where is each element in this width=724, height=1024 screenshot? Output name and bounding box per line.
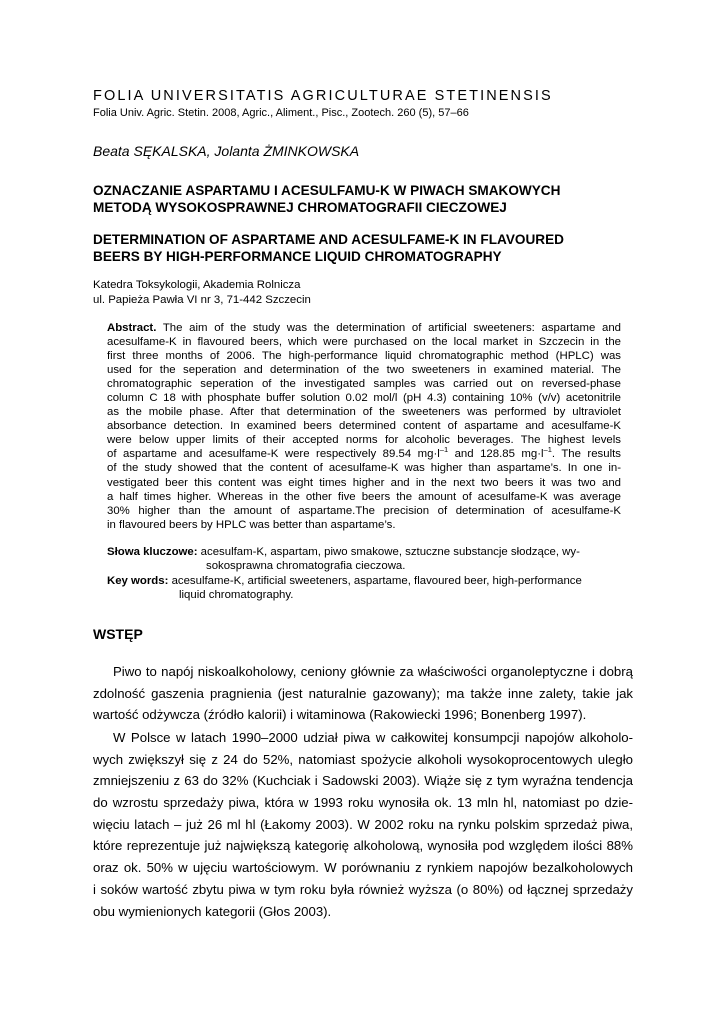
abstract-line [107,321,621,335]
title-polish-line: OZNACZANIE ASPARTAMU I ACESULFAMU-K W PIWACH SMAKOWYCH [93,183,561,198]
paragraph-line: do wzrostu sprzedaży piwa, która w 1993 roku wynosiła ok. 13 mln hl, natomiast po dzie- [93,795,633,811]
abstract-line: chromatographic seperation of the investigated samples was carried out on reversed-phase [107,378,621,391]
paragraph-line: więciu latach – już 26 ml hl (Łakomy 2003). W 2002 roku na rynku polskim sprzedaż piwa, [93,816,633,832]
abstract-label: Abstract. [107,322,157,334]
abstract-line: a half times higher. Whereas in the other five beers the amount of acesulfame-K was average [107,490,621,503]
journal-citation: Folia Univ. Agric. Stetin. 2008, Agric., Aliment., Pisc., Zootech. 260 (5), 57–66 [93,107,469,119]
abstract-text: of aspartame and acesulfame-K were respectively 89.54 mg·l [107,448,440,461]
abstract [107,321,621,532]
title-polish [93,182,633,216]
abstract-line: acesulfame-K in flavoured beers, which were purchased on the local market in Szczecin in the [107,336,621,349]
abstract-line: absorbance detection. In examined beers determined content of aspartame and acesulfame-K [107,420,621,433]
abstract-line: vestigated beer this content was eight times higher and in the next two beers it was two and [107,476,621,489]
paragraph [93,727,633,922]
keywords-row [107,545,621,559]
abstract-line: were below upper limits of their accepted norms for alcoholic beverages. The highest levels [107,434,621,447]
paragraph-line: wartość odżywcza (źródło kalorii) i witaminowa (Rakowiecki 1996; Bonenberg 1997). [93,707,587,723]
affiliation-line: Katedra Toksykologii, Akademia Rolnicza [93,279,301,291]
superscript: –1 [543,445,552,455]
paragraph-line: W Polsce w latach 1990–2000 udział piwa w całkowitej konsumpcji napojów alkoholo- [113,730,633,745]
abstract-text: The aim of the study was the determination of artificial sweeteners: aspartame and [156,322,621,334]
abstract-line: first three months of 2006. The high-performance liquid chromatographic method (HPLC) was [107,350,621,363]
keywords-text: acesulfam-K, aspartam, piwo smakowe, sztuczne substancje słodzące, wy- [197,546,580,558]
superscript: –1 [439,445,449,455]
keywords-polish [107,545,621,573]
abstract-line: 30% higher than the amount of aspartame.The precision of determination of acesulfame-K [107,504,621,517]
abstract-line: column C 18 with phosphate buffer solution 0.02 mol/l (pH 4.3) containing 10% (v/v) acetonitrile [107,392,621,405]
title-polish-line: METODĄ WYSOKOSPRAWNEJ CHROMATOGRAFII CIECZOWEJ [93,200,507,215]
paragraph-line: które reprezentuje już największą kategorię alkoholową, wynosiła pod względem ilości 88% [93,838,633,854]
paragraph-line: zdolność gaszenia pragnienia (jest naturalnie gazowany); ma także inne zalety, takie jak [93,685,633,701]
paragraph-line: oraz ok. 50% w ujęciu wartościowym. W porównaniu z rynkiem napojów bezalkoholowych [93,860,633,876]
section-heading: WSTĘP [93,626,143,642]
paragraph-line: wych zwiększył się z 24 do 52%, natomiast spożycie alkoholi wysokoprocentowych uległo [93,751,633,767]
keywords-text: acesulfame-K, artificial sweeteners, aspartame, flavoured beer, high-performance [168,575,582,587]
keywords-row [107,574,621,588]
keywords-label: Key words: [107,575,169,587]
paragraph [93,661,633,726]
abstract-line: used for the seperation and determination of the two sweeteners in examined material. The [107,364,621,377]
title-english-line: DETERMINATION OF ASPARTAME AND ACESULFAME-K IN FLAVOURED [93,232,564,247]
keywords-row: liquid chromatography. [179,589,294,601]
title-english [93,231,633,265]
abstract-line: of the study showed that the content of acesulfame-K was higher than aspartame’s. In one in- [107,462,621,475]
affiliation-line: ul. Papieża Pawła VI nr 3, 71-442 Szczecin [93,294,311,306]
paragraph-line: i soków wartość zbytu piwa w tym roku była również wyższa (o 80%) od łącznej sprzedaży [93,881,633,897]
title-english-line: BEERS BY HIGH-PERFORMANCE LIQUID CHROMATOGRAPHY [93,249,502,264]
paragraph-line: Piwo to napój niskoalkoholowy, ceniony głównie za właściwości organoleptyczne i dobrą [113,664,633,679]
keywords-english [107,574,621,602]
abstract-text: . The results [551,448,621,461]
keywords-row: sokosprawna chromatografia cieczowa. [206,560,406,572]
abstract-line: as the mobile phase. After that determination of the sweeteners was performed by ultraviolet [107,406,621,419]
keywords-label: Słowa kluczowe: [107,546,198,558]
abstract-line: in flavoured beers by HPLC was better than aspartame’s. [107,518,396,531]
authors: Beata SĘKALSKA, Jolanta ŻMINKOWSKA [93,143,360,159]
paragraph-line: obu wymienionych kategorii (Głos 2003). [93,903,332,919]
abstract-text: and 128.85 mg·l [448,448,544,461]
paragraph-line: zmniejszeniu z 63 do 32% (Kuchciak i Sadowski 2003). Wiąże się z tym wyraźna tendencja [93,773,633,789]
abstract-line [107,447,621,461]
journal-title: FOLIA UNIVERSITATIS AGRICULTURAE STETINENSIS [93,88,553,104]
affiliation [93,278,311,308]
